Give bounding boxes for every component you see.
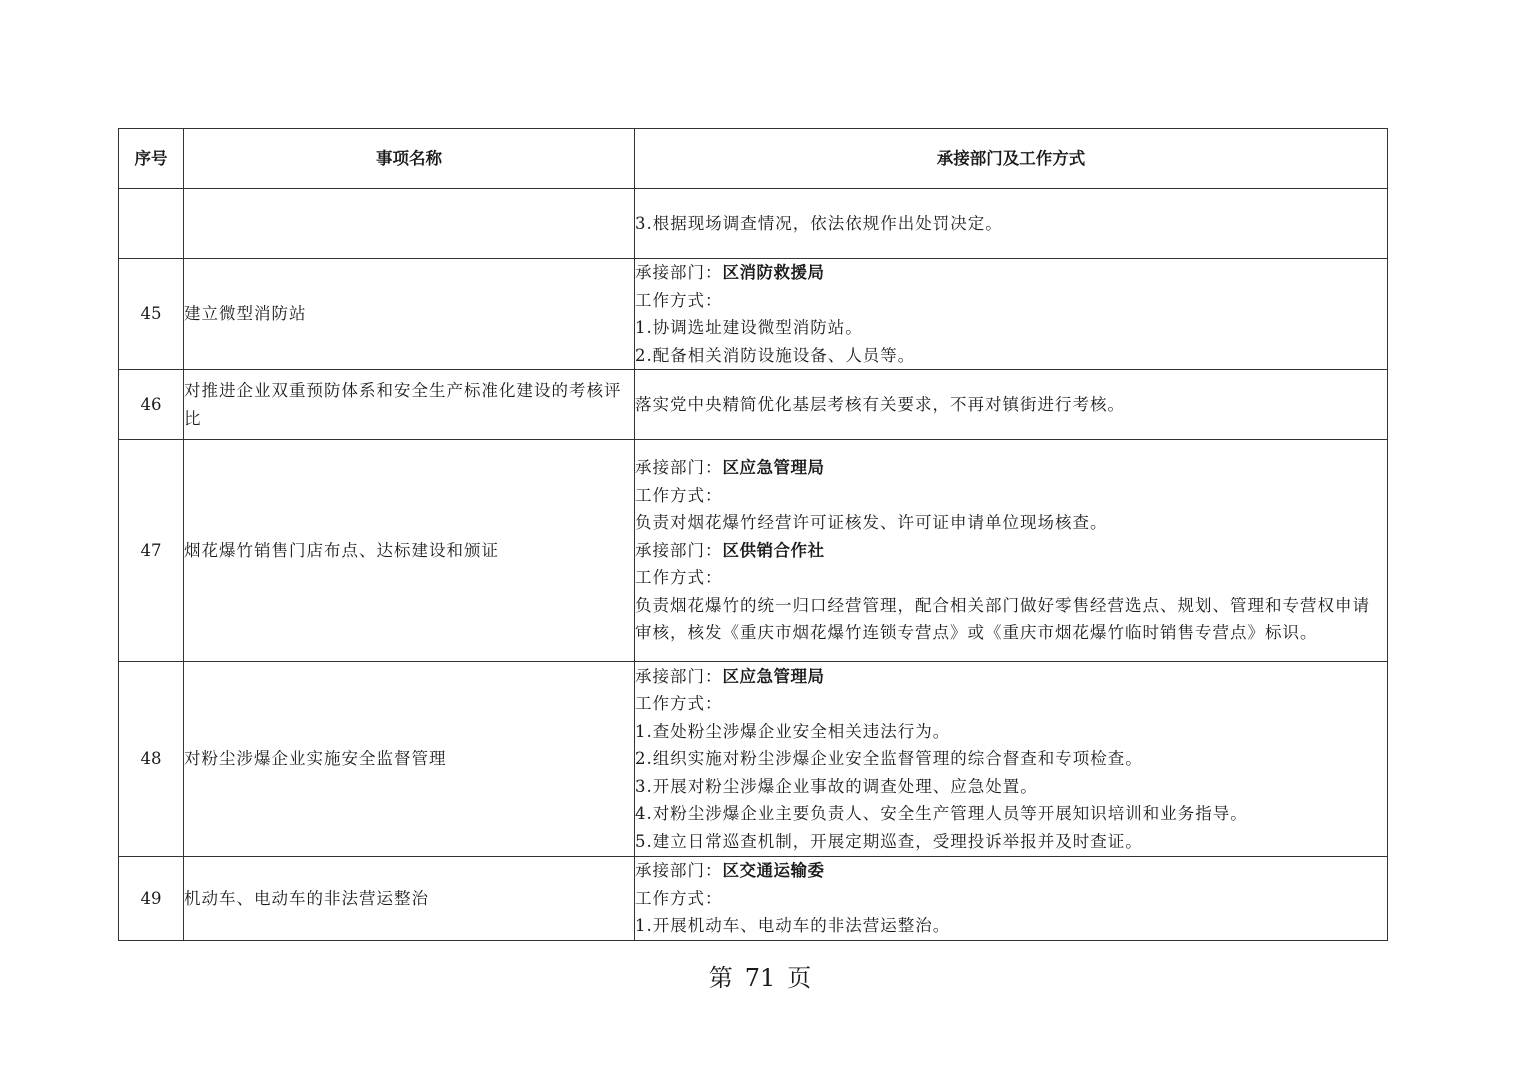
- dept-line: [635, 537, 1387, 565]
- dept-line: [635, 857, 1387, 885]
- method-line: 5.建立日常巡查机制，开展定期巡查，受理投诉举报并及时查证。: [635, 831, 1143, 851]
- method-line: 3.开展对粉尘涉爆企业事故的调查处理、应急处置。: [635, 776, 1038, 796]
- table-row: [119, 440, 1388, 662]
- cell-no: 47: [119, 440, 184, 662]
- dept-label: 承接部门：: [635, 540, 723, 560]
- matters-table: [118, 128, 1388, 941]
- cell-no: 49: [119, 857, 184, 941]
- method-line: 1.开展机动车、电动车的非法营运整治。: [635, 916, 951, 936]
- cell-method: [635, 189, 1388, 259]
- method-line: 1.协调选址建设微型消防站。: [635, 318, 863, 337]
- method-line: 负责对烟花爆竹经营许可证核发、许可证申请单位现场核查。: [635, 513, 1108, 533]
- dept-name: 区应急管理局: [722, 458, 825, 478]
- cell-method: [635, 662, 1388, 857]
- dept-name: 区交通运输委: [722, 861, 825, 881]
- dept-label: 承接部门：: [635, 666, 723, 686]
- page-footer: [0, 961, 1520, 995]
- cell-no: 48: [119, 662, 184, 857]
- cell-method: [635, 440, 1388, 662]
- cell-no: 45: [119, 259, 184, 370]
- method-line: 2.组织实施对粉尘涉爆企业安全监督管理的综合督查和专项检查。: [635, 749, 1143, 769]
- page-number: 71: [744, 964, 776, 992]
- dept-line: [635, 454, 1387, 482]
- method-label: 工作方式：: [635, 888, 723, 908]
- method-line: 负责烟花爆竹的统一归口经营管理，配合相关部门做好零售经营选点、规划、管理和专营权申请审核，核发《重庆市烟花爆竹连锁专营点》或《重庆市烟花爆竹临时销售专营点》标识。: [635, 595, 1370, 643]
- dept-label: 承接部门：: [635, 861, 723, 881]
- cell-name: 对粉尘涉爆企业实施安全监督管理: [184, 662, 635, 857]
- dept-line: [635, 663, 1387, 691]
- method-line: 1.查处粉尘涉爆企业安全相关违法行为。: [635, 721, 951, 741]
- cell-name: 烟花爆竹销售门店布点、达标建设和颁证: [184, 440, 635, 662]
- table-row: [119, 259, 1388, 370]
- method-label: 工作方式：: [635, 568, 723, 588]
- table-row: [119, 662, 1388, 857]
- header-name: 事项名称: [184, 129, 635, 189]
- header-no: 序号: [119, 129, 184, 189]
- header-method: 承接部门及工作方式: [635, 129, 1388, 189]
- table-header-row: [119, 129, 1388, 189]
- page-prefix: 第: [708, 964, 733, 992]
- dept-label: 承接部门：: [635, 458, 723, 478]
- dept-label: 承接部门：: [635, 263, 723, 282]
- dept-name: 区供销合作社: [722, 540, 825, 560]
- cell-name: 对推进企业双重预防体系和安全生产标准化建设的考核评比: [184, 370, 635, 440]
- cell-method: [635, 857, 1388, 941]
- cell-no: 46: [119, 370, 184, 440]
- method-label: 工作方式：: [635, 290, 723, 310]
- table-row-continuation: [119, 189, 1388, 259]
- dept-line: [635, 259, 1387, 287]
- method-label: 工作方式：: [635, 485, 723, 505]
- cell-method: [635, 259, 1388, 370]
- dept-name: 区消防救援局: [722, 263, 825, 282]
- cell-no: [119, 189, 184, 259]
- cell-name: 机动车、电动车的非法营运整治: [184, 857, 635, 941]
- table-row: [119, 370, 1388, 440]
- dept-name: 区应急管理局: [722, 666, 825, 686]
- cell-name: 建立微型消防站: [184, 259, 635, 370]
- method-label: 工作方式：: [635, 694, 723, 714]
- method-line: 2.配备相关消防设施设备、人员等。: [635, 345, 916, 365]
- table-row: [119, 857, 1388, 941]
- method-line: 3.根据现场调查情况，依法依规作出处罚决定。: [635, 213, 1003, 233]
- page-suffix: 页: [787, 964, 812, 992]
- cell-method: 落实党中央精简优化基层考核有关要求，不再对镇街进行考核。: [635, 370, 1388, 440]
- method-line: 4.对粉尘涉爆企业主要负责人、安全生产管理人员等开展知识培训和业务指导。: [635, 804, 1248, 824]
- cell-name: [184, 189, 635, 259]
